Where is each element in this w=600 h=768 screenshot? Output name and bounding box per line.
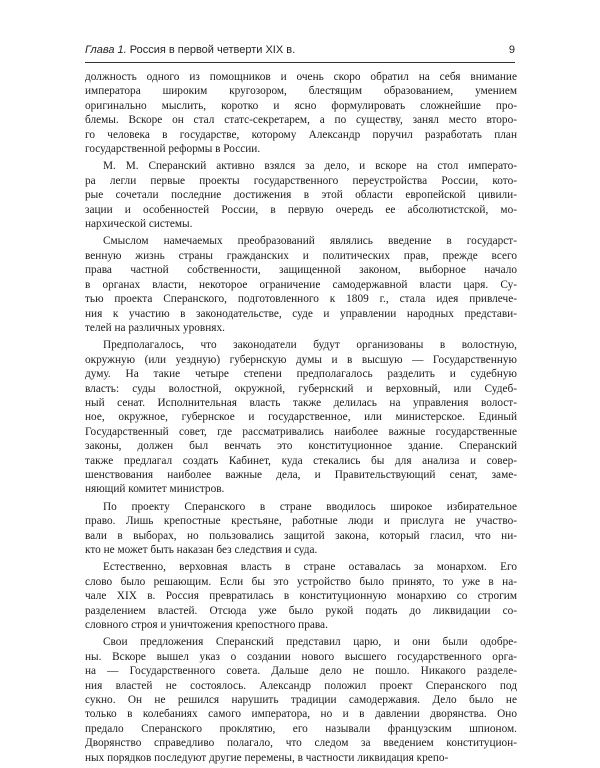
- text-line: нархической системы.: [85, 218, 193, 231]
- paragraph: [85, 234, 517, 335]
- text-line: должность одного из помощников и очень скоро обратил на себя внимание: [85, 71, 517, 83]
- text-line: тью проекта Сперанского, подготовленного к 1809 г., стала идея привлече-: [85, 293, 517, 306]
- text-line: императора широким кругозором, блестящим образованием, умением: [85, 85, 517, 98]
- text-line: го человека в государстве, которому Александр поручил разработать план: [85, 128, 517, 141]
- text-line: блемы. Вскоре он стал статс-секретарем, а по существу, занял место второ-: [85, 114, 517, 127]
- text-line: Государственный совет, где рассматривались наиболее важные государственные: [85, 425, 517, 438]
- running-title: [85, 44, 295, 56]
- paragraph: [85, 500, 517, 558]
- text-line: Смыслом намечаемых преобразований являлись введение в государст-: [103, 235, 517, 248]
- body-text: [85, 70, 517, 768]
- paragraph: [85, 338, 517, 496]
- text-line: ра легли первые проекты государственного переустройства России, кото-: [85, 174, 517, 187]
- text-line: Дворянство справедливо полагало, что следом за введением конституцион-: [85, 737, 517, 750]
- text-line: вали в выборах, но пользовались защитой закона, который гласил, что ни-: [85, 529, 517, 542]
- header-rule: [85, 62, 515, 63]
- page-number: 9: [508, 44, 515, 56]
- text-line: ния к участию в законодательстве, суде и управлении народных представи-: [85, 307, 517, 320]
- text-line: Естественно, верховная власть в стране оставалась за монархом. Его: [103, 561, 517, 574]
- text-line: власть: суды волостной, окружной, губернский и верховный, или Судеб-: [85, 382, 517, 395]
- text-line: думу. На такие четыре степени предполагалось разделить и судебную: [85, 368, 517, 381]
- paragraph: [85, 70, 517, 156]
- text-line: ное, окружное, губернское и государственное, или министерское. Единый: [85, 411, 517, 424]
- text-line: ны. Вскоре вышел указ о создании нового высшего государственного орга-: [85, 650, 517, 663]
- paragraph: [85, 159, 517, 231]
- text-line: По проекту Сперанского в стране вводилось широкое избирательное: [103, 500, 517, 513]
- text-line: государственной реформы в России.: [85, 143, 261, 156]
- text-line: чале XIX в. Россия превратилась в конституционную монархию со строгим: [85, 590, 517, 603]
- paragraph: [85, 635, 517, 765]
- text-line: ный сенат. Исполнительная власть также делилась на управления волост-: [85, 396, 517, 409]
- text-line: Предполагалось, что законодатели будут организованы в волостную,: [103, 339, 517, 352]
- text-line: ния властей не состоялось. Александр положил проект Сперанского под: [85, 679, 517, 692]
- text-line: разделением властей. Отсюда уже было рукой подать до ликвидации со-: [85, 604, 517, 617]
- text-line: зации и особенностей России, в первую очередь ее абсолютистской, мо-: [85, 203, 517, 216]
- text-line: законы, должен был венчать это конституционное здание. Сперанский: [85, 440, 517, 453]
- chapter-title: Россия в первой четверти XIX в.: [129, 44, 296, 56]
- text-line: в органах власти, некоторое ограничение самодержавной власти царя. Су-: [85, 278, 517, 291]
- text-line: шенствования наиболее важные дела, и Правительствующий сенат, заме-: [85, 468, 517, 481]
- text-line: только в колебаниях самого императора, но и в давлении дворянства. Оно: [85, 708, 517, 721]
- text-line: сукно. Он не решился нарушить традиции самодержавия. Дело было не: [85, 694, 517, 707]
- text-line: кто не может быть наказан без следствия и суда.: [85, 544, 318, 556]
- text-line: М. М. Сперанский активно взялся за дело, и вскоре на стол императо-: [103, 160, 517, 173]
- chapter-label: Глава 1.: [85, 44, 127, 56]
- text-line: Свои предложения Сперанский представил царю, и они были одобре-: [103, 636, 517, 649]
- text-line: слово было решающим. Если бы это устройство было принято, то уже в на-: [85, 575, 517, 588]
- text-line: телей на различных уровнях.: [85, 321, 225, 334]
- text-line: рые сочетали последние достижения в этой области европейской цивили-: [85, 189, 517, 202]
- text-line: оригинально мыслить, коротко и ясно формулировать сложнейшие про-: [85, 99, 517, 112]
- text-line: на — Государственного совета. Дальше дело не пошло. Никакого разделе-: [85, 665, 517, 678]
- text-line: няющий комитет министров.: [85, 483, 225, 496]
- text-line: также предлагал создать Кабинет, куда стекались бы для анализа и совер-: [85, 454, 517, 467]
- text-line: ных порядков последуют другие перемены, в частности ликвидация крепо-: [85, 751, 449, 764]
- text-line: права частной собственности, защищенной законом, выборное начало: [85, 264, 517, 277]
- text-line: предало Сперанского проклятию, его называли французским шпионом.: [85, 722, 517, 735]
- paragraph: [85, 560, 517, 632]
- running-header: [85, 44, 515, 56]
- text-line: право. Лишь крепостные крестьяне, работные люди и прислуга не участво-: [85, 515, 517, 528]
- text-line: венную жизнь страны гражданских и политических прав, прежде всего: [85, 249, 517, 262]
- text-line: словного строя и уничтожения крепостного права.: [85, 619, 328, 632]
- text-line: окружную (или уездную) губернскую думы и в высшую — Государственную: [85, 353, 517, 366]
